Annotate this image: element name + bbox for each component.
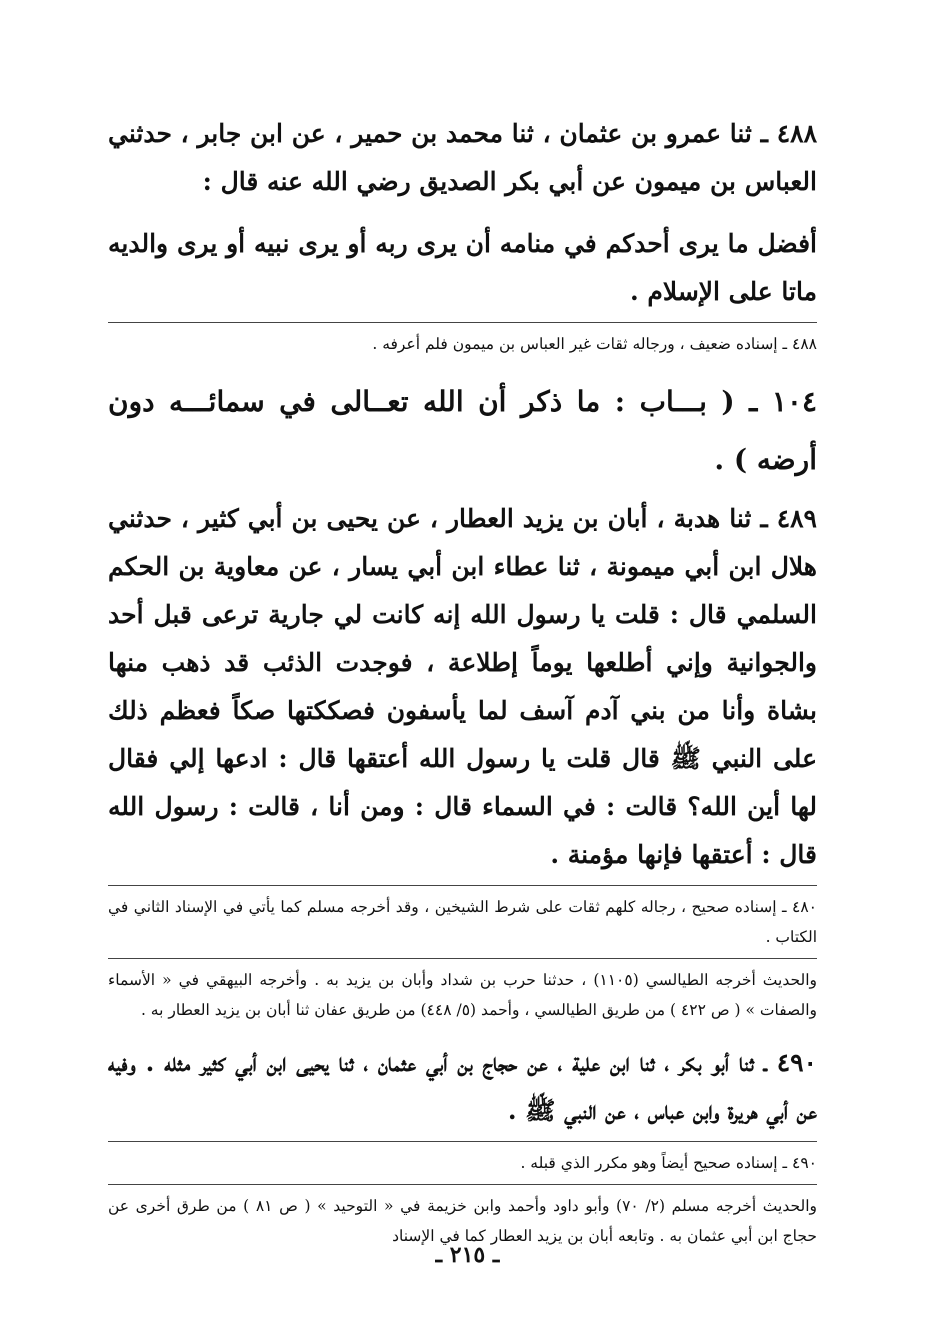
footnote-490-takhrij: والحديث أخرجه مسلم (٢/ ٧٠) وأبو داود وأحمد وابن خزيمة في « التوحيد » ( ص ٨١ ) من طرق أخرى عن حجاج ابن أبي عثمان به . وتابعه أبان بن يزيد العطار كما في الإسناد: [108, 1197, 817, 1245]
footnote-489-takhrij: والحديث أخرجه الطيالسي (١١٠٥) ، حدثنا حرب بن شداد وأبان بن يزيد به . وأخرجه البيهقي في « الأسماء والصفات » ( ص ٤٢٢ ) من طريق الطيالسي ، وأحمد (٥/ ٤٤٨) من طريق عفان ثنا أبان بن يزيد العطار به .: [108, 971, 817, 1019]
hadith-number: ٤٩٠ ـ: [763, 1048, 817, 1077]
hadith-488-matn: أفضل ما يرى أحدكم في منامه أن يرى ربه أو يرى نبيه أو يرى والديه ماتا على الإسلام .: [108, 229, 817, 306]
footnote-490-grading: ٤٩٠ ـ إسناده صحيح أيضاً وهو مكرر الذي قبله .: [520, 1154, 817, 1172]
hadith-isnad: ثنا عمرو بن عثمان ، ثنا محمد بن حمير ، عن ابن جابر ، حدثني العباس بن ميمون عن أبي بكر الصديق رضي الله عنه قال :: [108, 119, 817, 196]
hadith-text: ثنا أبو بكر ، ثنا ابن علية ، عن حجاج بن أبي عثمان ، ثنا يحيى ابن أبي كثير مثله . وفيه عن أبي هريرة وابن عباس ، عن النبي ﷺ .: [108, 1048, 817, 1125]
page-number: ـ ٢١٥ ـ: [435, 1242, 500, 1268]
chapter-heading: ١٠٤ ـ ( بـــاب : ما ذكر أن الله تعــالى في سمائـــه دون أرضه ) .: [108, 385, 817, 476]
footnote-488: ٤٨٨ ـ إسناده ضعيف ، ورجاله ثقات غير العباس بن ميمون فلم أعرفه .: [372, 335, 817, 353]
footnote-divider: [108, 1141, 817, 1142]
hadith-488: [108, 110, 817, 206]
hadith-number: ٤٨٨ ـ: [760, 119, 818, 148]
hadith-text: ثنا هدبة ، أبان بن يزيد العطار ، عن يحيى بن أبي كثير ، حدثني هلال ابن أبي ميمونة ، ثنا عطاء ابن أبي يسار ، عن معاوية بن الحكم السلمي قال : قلت يا رسول الله إنه كانت لي جارية ترعى قبل أحد والجوانية وإني أطلعها يوماً إطلاعة ، فوجدت الذئب قد ذهب منها بشاة وأنا من بني آدم آسف لما يأسفون فصككتها صكاً فعظم ذلك على النبي ﷺ قال قلت يا رسول الله أعتقها قال : ادعها إلي فقال لها أين الله؟ قالت : في السماء قال : ومن أنا ، قالت : رسول الله قال : أعتقها فإنها مؤمنة .: [108, 504, 817, 869]
hadith-number: ٤٨٩ ـ: [760, 504, 817, 533]
hadith-489: [108, 495, 817, 879]
footnote-divider: [108, 1184, 817, 1185]
footnote-divider: [108, 322, 817, 323]
footnote-divider: [108, 885, 817, 886]
footnote-489-grading: ٤٨٠ ـ إسناده صحيح ، رجاله كلهم ثقات على شرط الشيخين ، وقد أخرجه مسلم كما يأتي في الإسناد الثاني في الكتاب .: [108, 898, 817, 946]
footnote-divider: [108, 958, 817, 959]
hadith-490: [108, 1039, 817, 1135]
